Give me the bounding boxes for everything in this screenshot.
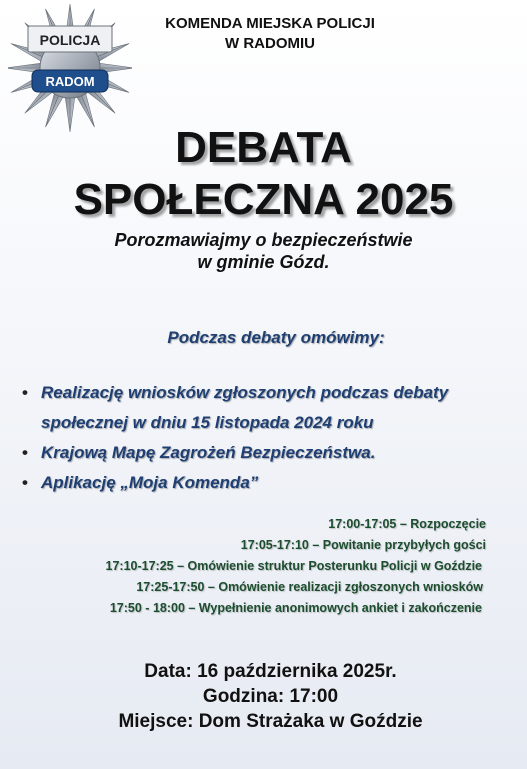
agenda-item: 17:00-17:05 – Rozpoczęcie <box>328 517 486 531</box>
agenda-item: 17:50 - 18:00 – Wypełnienie anonimowych ankiet i zakończenie <box>109 601 482 615</box>
topic-text: Krajową Mapę Zagrożeń Bezpieczeństwa. <box>41 443 376 462</box>
topic-text: Realizację wniosków zgłoszonych podczas debaty społecznej w dniu 15 listopada 2024 roku <box>41 383 449 432</box>
event-time: Godzina: 17:00 <box>202 686 339 707</box>
discussion-heading: Podczas debaty omówimy: <box>167 328 385 347</box>
police-badge-logo <box>8 2 132 136</box>
agenda-item: 17:25-17:50 – Omówienie realizacji zgłoszonych wniosków <box>136 580 483 594</box>
list-item <box>22 438 512 468</box>
list-item <box>22 468 512 498</box>
subtitle-line-1: Porozmawiajmy o bezpieczeństwie <box>114 230 413 250</box>
event-place: Miejsce: Dom Strażaka w Goździe <box>118 711 423 732</box>
subtitle-line-2: w gminie Gózd. <box>197 252 330 272</box>
badge-text-bottom: RADOM <box>45 74 95 89</box>
org-line-2: W RADOMIU <box>225 35 315 52</box>
topic-text: Aplikację „Moja Komenda” <box>41 473 259 492</box>
title-line-2: SPOŁECZNA 2025 <box>73 175 454 224</box>
bullet-icon: • <box>22 473 28 492</box>
bullet-icon: • <box>22 383 28 402</box>
badge-text-top: POLICJA <box>39 32 101 48</box>
bullet-icon: • <box>22 443 28 462</box>
star-rays <box>8 4 132 132</box>
title-line-1: DEBATA <box>175 123 352 172</box>
event-date: Data: 16 października 2025r. <box>144 661 397 682</box>
event-details <box>0 659 527 734</box>
topic-list <box>22 378 512 498</box>
org-line-1: KOMENDA MIEJSKA POLICJI <box>165 15 375 32</box>
agenda-item: 17:10-17:25 – Omówienie struktur Posterunku Policji w Goździe <box>105 559 482 573</box>
agenda-item: 17:05-17:10 – Powitanie przybyłych gości <box>240 538 486 552</box>
list-item <box>22 378 512 438</box>
agenda-schedule <box>40 514 486 619</box>
organization-name <box>130 14 410 54</box>
